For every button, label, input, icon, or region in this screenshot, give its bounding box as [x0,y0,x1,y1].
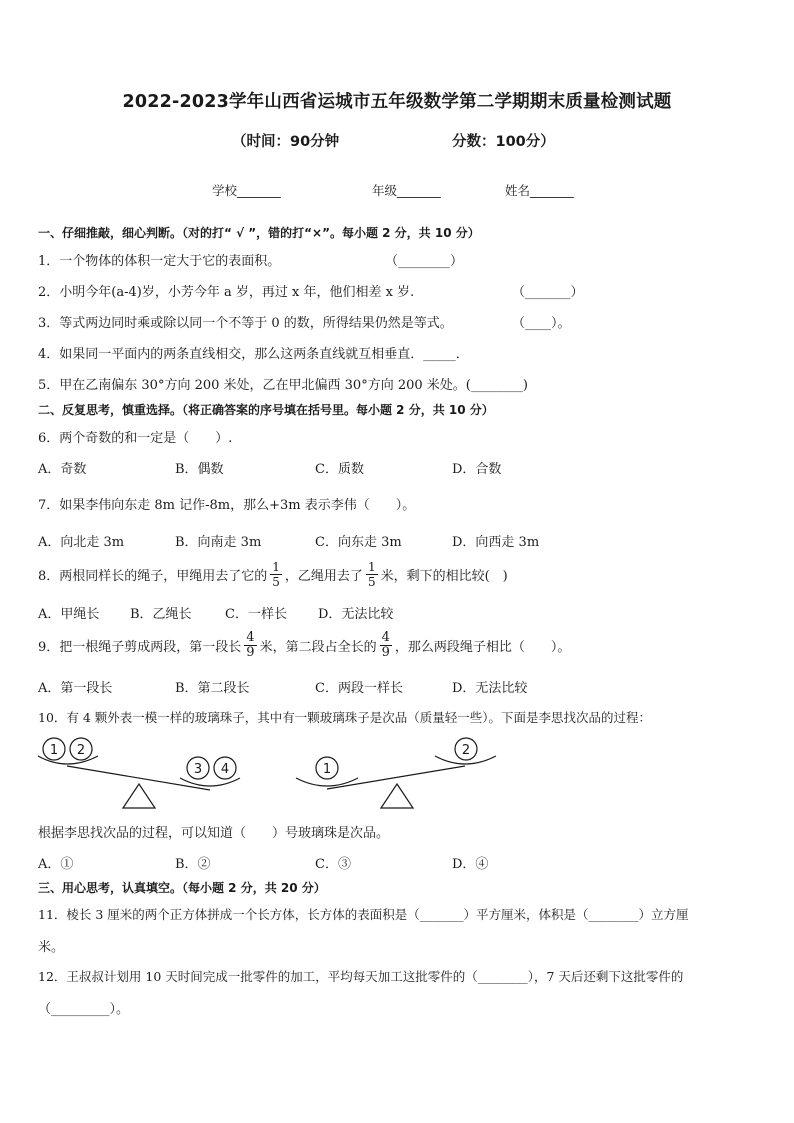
q9-f1-den: 9 [246,645,255,660]
q10-option-a[interactable]: A．① [38,857,74,872]
question-3-blank[interactable]: （____）。 [512,316,571,331]
school-field[interactable]: 学校_______ [212,183,281,198]
question-3: 3．等式两边同时乘或除以同一个不等于 0 的数，所得结果仍然是等式。 [38,316,453,331]
q6-option-c[interactable]: C．质数 [315,462,364,477]
question-5: 5．甲在乙南偏东 30°方向 200 米处，乙在甲北偏西 30°方向 200 米处。(________) [38,378,528,393]
scale-1-fulcrum [123,784,155,808]
section-1-heading: 一、仔细推敲，细心判断。（对的打“ √ ”，错的打“×”。每小题 2 分，共 10 分） [38,226,480,240]
ball-label-2b: 2 [461,743,471,758]
q9-text-mid: 米，第二段占全长的 [259,640,377,655]
q9-text-pre: 9．把一根绳子剪成两段，第一段长 [38,640,242,655]
q9-f2-den: 9 [381,645,390,660]
q6-option-a[interactable]: A．奇数 [38,462,87,477]
q6-option-d[interactable]: D．合数 [452,462,502,477]
q8-f2-den: 5 [367,575,376,589]
question-10-after: 根据李思找次品的过程，可以知道（ ）号玻璃珠是次品。 [38,826,390,841]
scale-1-beam [67,766,210,790]
ball-label-4: 4 [220,762,230,777]
q6-option-b[interactable]: B．偶数 [175,462,224,477]
q9-f1-num: 4 [246,630,255,645]
q9-option-d[interactable]: D．无法比较 [452,681,528,696]
q7-option-b[interactable]: B．向南走 3m [175,535,262,550]
question-11-line-1: 11．棱长 3 厘米的两个正方体拼成一个长方体，长方体的表面积是（_______）平方厘米，体积是（________）立方厘 [38,907,689,922]
question-2: 2．小明今年(a-4)岁，小芳今年 a 岁，再过 x 年，他们相差 x 岁. [38,285,415,300]
q8-f1-den: 5 [272,575,280,589]
q9-option-c[interactable]: C．两段一样长 [315,681,403,696]
section-2-heading: 二、反复思考，慎重选择。（将正确答案的序号填在括号里。每小题 2 分，共 10 分） [38,403,494,417]
question-6: 6．两个奇数的和一定是（ ）. [38,431,233,446]
q10-option-c[interactable]: C．③ [315,857,351,872]
question-1-blank[interactable]: （________） [385,254,464,269]
question-11-line-2: 米。 [38,940,65,955]
time-label: （时间：90分钟 [232,134,340,150]
q10-option-b[interactable]: B．② [175,857,211,872]
q8-f1-num: 1 [272,560,280,574]
q8-option-c[interactable]: C．一样长 [225,607,287,622]
q7-option-a[interactable]: A．向北走 3m [38,535,125,550]
question-2-blank[interactable]: （_______） [512,285,584,300]
score-label: 分数：100分） [452,134,555,150]
question-7: 7．如果李伟向东走 8m 记作-8m，那么+3m 表示李伟（ ）。 [38,498,416,513]
q9-option-b[interactable]: B．第二段长 [175,681,250,696]
question-1: 1．一个物体的体积一定大于它的表面积。 [38,254,281,269]
page-title: 2022-2023学年山西省运城市五年级数学第二学期期末质量检测试题 [122,92,672,112]
q7-option-c[interactable]: C．向东走 3m [315,535,402,550]
q8-text-post: 米，剩下的相比较( ) [380,569,508,584]
q9-f2-num: 4 [381,630,390,645]
ball-label-2: 2 [76,743,86,758]
q8-f2-num: 1 [367,560,376,574]
q9-text-post: ，那么两段绳子相比（ ）。 [394,640,571,655]
q7-option-d[interactable]: D．向西走 3m [452,535,540,550]
scale-1-right-pan [180,778,240,786]
question-12-line-2: （_________）。 [38,1002,130,1017]
q9-option-a[interactable]: A．第一段长 [38,681,113,696]
section-3-heading: 三、用心思考，认真填空。（每小题 2 分，共 20 分） [38,881,326,895]
name-field[interactable]: 姓名_______ [505,183,574,198]
q10-option-d[interactable]: D．④ [452,857,489,872]
q8-text-pre: 8．两根同样长的绳子，甲绳用去了它的 [38,569,268,584]
ball-label-1b: 1 [322,762,332,777]
ball-label-3: 3 [193,762,203,777]
q8-option-a[interactable]: A．甲绳长 [38,607,100,622]
question-10: 10．有 4 颗外表一模一样的玻璃珠子，其中有一颗玻璃珠子是次品（质量轻一些）。下面是李思找次品的过程： [38,710,652,725]
q8-option-d[interactable]: D．无法比较 [318,607,394,622]
q8-option-b[interactable]: B．乙绳长 [130,607,192,622]
question-12-line-1: 12．王叔叔计划用 10 天时间完成一批零件的加工，平均每天加工这批零件的（________），7 天后还剩下这批零件的 [38,969,684,984]
scale-2-fulcrum [381,784,413,808]
q8-text-mid: ，乙绳用去了 [284,569,363,584]
grade-field[interactable]: 年级_______ [372,183,441,198]
ball-label-1: 1 [49,743,59,758]
question-4: 4．如果同一平面内的两条直线相交，那么这两条直线就互相垂直．_____． [38,347,469,362]
